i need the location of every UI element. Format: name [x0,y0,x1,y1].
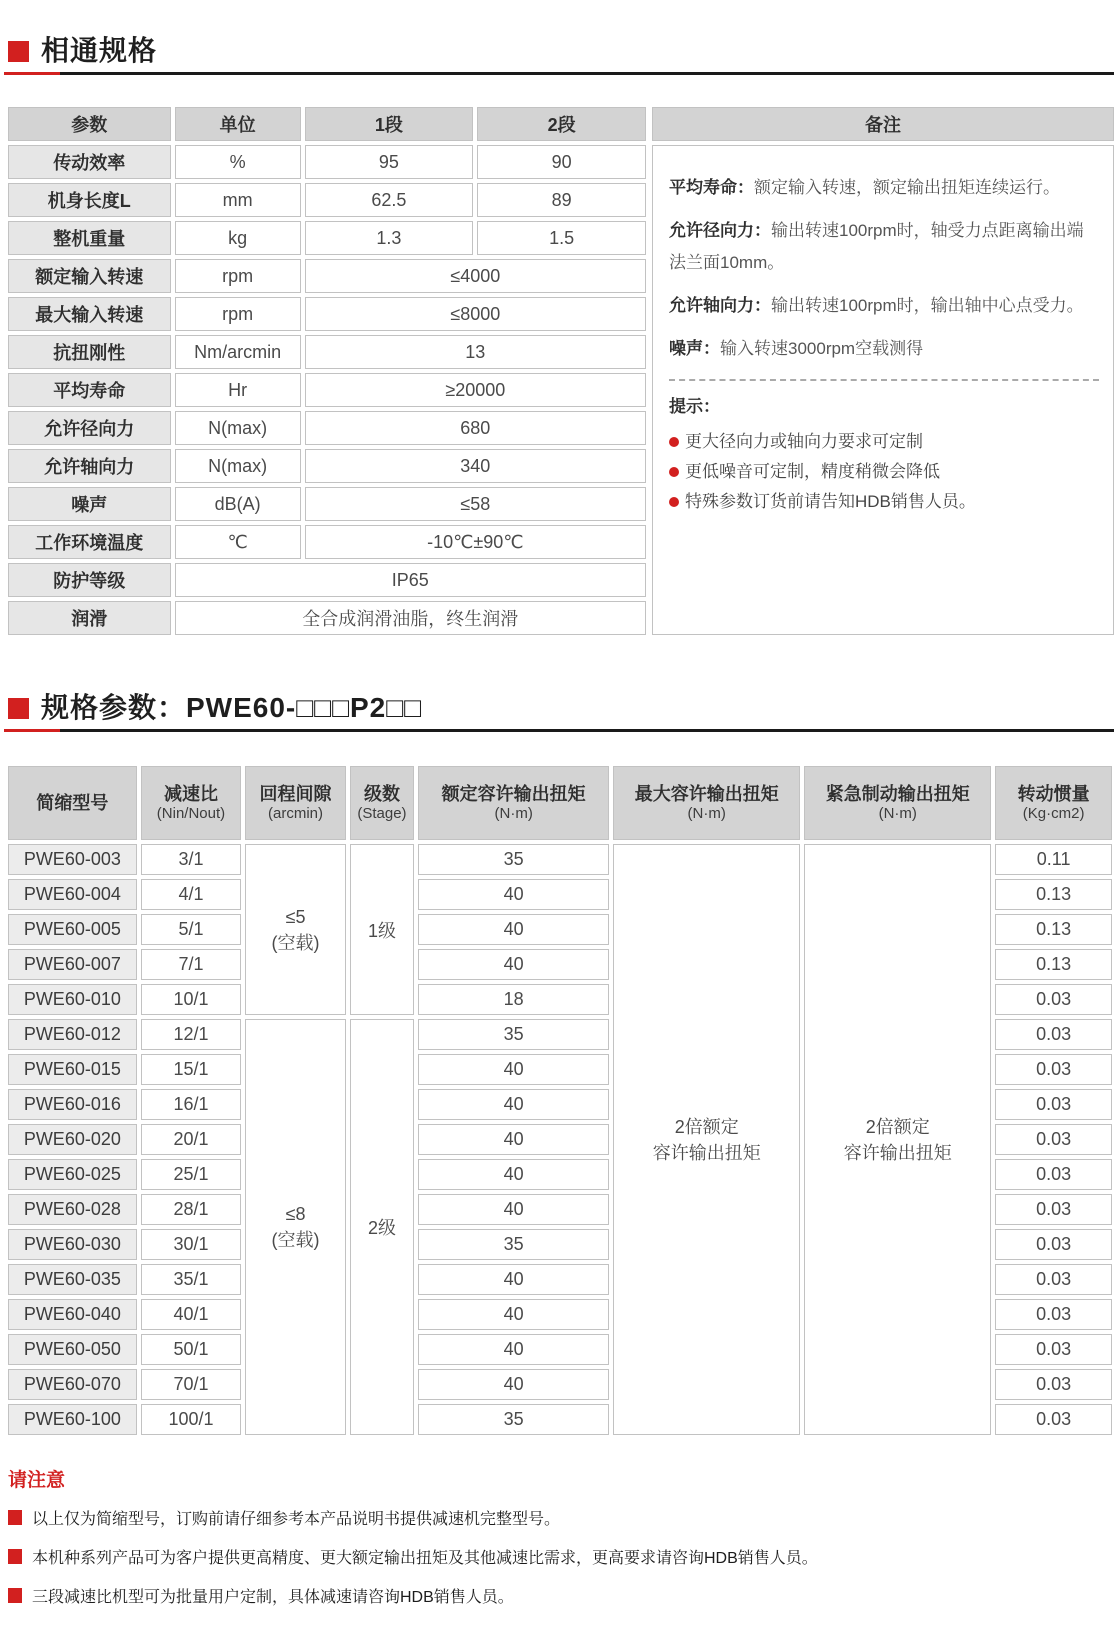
red-square-bullet-icon [8,1549,22,1564]
section1-title-row [8,36,1114,66]
column-header [804,766,991,840]
rotational-inertia: 0.03 [995,1299,1112,1330]
rotational-inertia: 0.03 [995,1054,1112,1085]
column-header-line: (Stage) [357,805,407,822]
remark-text: 输出转速100rpm时，轴受力点距离输出端法兰面10mm。 [669,221,1084,272]
table-row [8,335,646,369]
param-unit: kg [175,221,301,255]
model-code: PWE60-005 [8,914,137,945]
param-value-stage1: 1.3 [305,221,474,255]
common-spec-header-row [8,107,646,141]
rotational-inertia: 0.03 [995,1194,1112,1225]
model-code: PWE60-016 [8,1089,137,1120]
column-header-line: (N·m) [878,805,917,822]
notice-item [8,1584,1114,1607]
header-unit: 单位 [175,107,301,141]
notice-item [8,1545,1114,1568]
rated-output-torque: 40 [418,1264,609,1295]
dashed-divider [669,379,1099,381]
param-unit: rpm [175,259,301,293]
table-row [8,183,646,217]
reduction-ratio: 4/1 [141,879,242,910]
rotational-inertia: 0.03 [995,1229,1112,1260]
column-header-line: 级数 [363,784,400,804]
reduction-ratio: 16/1 [141,1089,242,1120]
param-unit: Hr [175,373,301,407]
column-header [245,766,346,840]
param-value-stage1: 95 [305,145,474,179]
max-output-torque-note [613,844,800,1435]
header-param: 参数 [8,107,171,141]
remark-label: 允许轴向力： [669,296,771,315]
param-unit: Nm/arcmin [175,335,301,369]
column-header-line: (arcmin) [268,805,324,822]
red-rule-segment [4,729,60,732]
reduction-ratio: 40/1 [141,1299,242,1330]
column-header-line: 紧急制动输出扭矩 [825,784,970,804]
common-spec-area [4,103,1114,639]
param-label: 噪声 [8,487,171,521]
param-value: ≤58 [305,487,646,521]
param-value: ≥20000 [305,373,646,407]
max-output-torque-note-line: 2倍额定 [674,1116,739,1137]
red-square-icon [8,698,29,719]
param-unit: rpm [175,297,301,331]
red-square-bullet-icon [8,1588,22,1603]
rated-output-torque: 40 [418,1124,609,1155]
max-output-torque-note-line: 容许输出扭矩 [652,1142,761,1163]
header-stage2: 2段 [477,107,646,141]
param-unit: N(max) [175,411,301,445]
remark-paragraph [669,215,1099,279]
red-square-icon [8,41,29,62]
param-unit: dB(A) [175,487,301,521]
rated-output-torque: 40 [418,1369,609,1400]
reduction-ratio: 100/1 [141,1404,242,1435]
notice-text: 以上仅为简缩型号，订购前请仔细参考本产品说明书提供减速机完整型号。 [32,1511,561,1528]
common-spec-table [4,103,650,639]
param-unit: % [175,145,301,179]
table-row [8,563,646,597]
column-header-line: (Kg·cm2) [1022,805,1085,822]
table-row [8,373,646,407]
backlash-value-line: ≤5 [285,906,306,927]
column-header-line: 最大容许输出扭矩 [634,784,779,804]
rated-output-torque: 40 [418,1299,609,1330]
rated-output-torque: 40 [418,1159,609,1190]
section2-title-row [8,693,1114,723]
section1-title: 相通规格 [41,35,158,66]
param-label: 机身长度L [8,183,171,217]
column-header [8,766,137,840]
param-unit: ℃ [175,525,301,559]
column-header [350,766,414,840]
param-label: 工作环境温度 [8,525,171,559]
model-code: PWE60-040 [8,1299,137,1330]
reduction-ratio: 5/1 [141,914,242,945]
param-value: ≤4000 [305,259,646,293]
tip-item [669,457,1099,487]
param-unit: N(max) [175,449,301,483]
reduction-ratio: 25/1 [141,1159,242,1190]
rated-output-torque: 35 [418,844,609,875]
rated-output-torque: 40 [418,914,609,945]
model-spec-header-row [8,766,1112,840]
reduction-ratio: 20/1 [141,1124,242,1155]
reduction-ratio: 30/1 [141,1229,242,1260]
red-dot-icon [669,467,679,477]
rated-output-torque: 40 [418,1054,609,1085]
backlash-value-line: ≤8 [285,1204,306,1224]
brake-output-torque-note-line: 容许输出扭矩 [843,1142,952,1163]
param-label: 平均寿命 [8,373,171,407]
model-code: PWE60-030 [8,1229,137,1260]
section2 [4,693,1114,1439]
param-value: ≤8000 [305,297,646,331]
rated-output-torque: 35 [418,1404,609,1435]
column-header-line: 减速比 [163,784,218,804]
reduction-ratio: 35/1 [141,1264,242,1295]
rated-output-torque: 40 [418,1194,609,1225]
param-value: IP65 [175,563,646,597]
notice-text: 三段减速比机型可为批量用户定制，具体减速请咨询HDB销售人员。 [32,1589,514,1606]
remark-text: 输入转速3000rpm空载测得 [720,339,924,358]
model-code: PWE60-004 [8,879,137,910]
remark-paragraph [669,333,1099,365]
model-code: PWE60-028 [8,1194,137,1225]
reduction-ratio: 12/1 [141,1019,242,1050]
param-value: 340 [305,449,646,483]
table-row [8,221,646,255]
param-label: 允许轴向力 [8,449,171,483]
tip-text: 更大径向力或轴向力要求可定制 [685,432,923,451]
model-spec-table [4,762,1116,1439]
model-code: PWE60-007 [8,949,137,980]
param-value: 全合成润滑油脂，终生润滑 [175,601,646,635]
model-code: PWE60-100 [8,1404,137,1435]
stage-value: 2级 [350,1019,414,1435]
remark-paragraph [669,172,1099,204]
param-value: -10℃±90℃ [305,525,646,559]
model-code: PWE60-020 [8,1124,137,1155]
rated-output-torque: 18 [418,984,609,1015]
notice-item [8,1506,1114,1529]
model-code: PWE60-012 [8,1019,137,1050]
tip-item [669,487,1099,517]
reduction-ratio: 50/1 [141,1334,242,1365]
param-value-stage2: 89 [477,183,646,217]
red-square-bullet-icon [8,1510,22,1525]
column-header [613,766,800,840]
param-label: 润滑 [8,601,171,635]
reduction-ratio: 3/1 [141,844,242,875]
table-row [8,259,646,293]
column-header-line: (N·m) [687,805,726,822]
param-label: 传动效率 [8,145,171,179]
table-row [8,487,646,521]
table-row [8,411,646,445]
rotational-inertia: 0.03 [995,1264,1112,1295]
rotational-inertia: 0.13 [995,914,1112,945]
rotational-inertia: 0.03 [995,1404,1112,1435]
model-code: PWE60-025 [8,1159,137,1190]
rotational-inertia: 0.03 [995,1089,1112,1120]
column-header-line: (N·m) [494,805,533,822]
param-unit: mm [175,183,301,217]
table-row [8,449,646,483]
table-row [8,525,646,559]
red-dot-icon [669,437,679,447]
table-row [8,601,646,635]
rotational-inertia: 0.11 [995,844,1112,875]
brake-output-torque-note-line: 2倍额定 [865,1116,930,1137]
param-label: 防护等级 [8,563,171,597]
param-value-stage2: 1.5 [477,221,646,255]
model-code: PWE60-010 [8,984,137,1015]
section2-title-underline [4,729,1114,732]
red-rule-segment [4,72,60,75]
rotational-inertia: 0.03 [995,1159,1112,1190]
table-row [8,297,646,331]
backlash-value [245,1019,346,1435]
column-header-line: 额定容许输出扭矩 [441,784,586,804]
model-code: PWE60-050 [8,1334,137,1365]
param-label: 额定输入转速 [8,259,171,293]
notice-section [8,1465,1114,1607]
reduction-ratio: 70/1 [141,1369,242,1400]
rotational-inertia: 0.03 [995,1019,1112,1050]
header-stage1: 1段 [305,107,474,141]
rotational-inertia: 0.03 [995,1124,1112,1155]
reduction-ratio: 7/1 [141,949,242,980]
model-code: PWE60-035 [8,1264,137,1295]
param-label: 抗扭刚性 [8,335,171,369]
column-header [141,766,242,840]
remark-column [652,107,1114,635]
param-value-stage2: 90 [477,145,646,179]
rated-output-torque: 40 [418,949,609,980]
model-code: PWE60-070 [8,1369,137,1400]
param-value: 13 [305,335,646,369]
backlash-value-line: (空载) [271,1230,320,1250]
remark-text: 输出转速100rpm时，输出轴中心点受力。 [771,296,1084,315]
param-label: 允许径向力 [8,411,171,445]
remark-label: 允许径向力： [669,221,771,240]
param-label: 整机重量 [8,221,171,255]
reduction-ratio: 28/1 [141,1194,242,1225]
rotational-inertia: 0.13 [995,949,1112,980]
param-value-stage1: 62.5 [305,183,474,217]
rotational-inertia: 0.13 [995,879,1112,910]
notice-title: 请注意 [8,1470,66,1491]
column-header [418,766,609,840]
rated-output-torque: 35 [418,1229,609,1260]
rotational-inertia: 0.03 [995,1369,1112,1400]
rotational-inertia: 0.03 [995,984,1112,1015]
remark-text: 额定输入转速，额定输出扭矩连续运行。 [754,178,1060,197]
red-dot-icon [669,497,679,507]
param-label: 最大输入转速 [8,297,171,331]
tip-text: 更低噪音可定制，精度稍微会降低 [685,462,940,481]
model-code: PWE60-003 [8,844,137,875]
rated-output-torque: 40 [418,879,609,910]
column-header-line: 转动惯量 [1017,784,1090,804]
rated-output-torque: 40 [418,1089,609,1120]
column-header-line: 简缩型号 [36,793,109,813]
rated-output-torque: 35 [418,1019,609,1050]
param-value: 680 [305,411,646,445]
reduction-ratio: 10/1 [141,984,242,1015]
table-row [8,844,1112,875]
rated-output-torque: 40 [418,1334,609,1365]
tip-item [669,427,1099,457]
tip-text: 特殊参数订货前请告知HDB销售人员。 [685,492,976,511]
remark-paragraph [669,290,1099,322]
section2-title: 规格参数：PWE60-□□□P2□□ [41,692,423,723]
brake-output-torque-note [804,844,991,1435]
section1-title-underline [4,72,1114,75]
remark-header: 备注 [652,107,1114,141]
reduction-ratio: 15/1 [141,1054,242,1085]
remark-label: 噪声： [669,339,720,358]
notice-text: 本机种系列产品可为客户提供更高精度、更大额定输出扭矩及其他减速比需求，更高要求请咨询HDB销售人员。 [32,1550,818,1567]
tips-title: 提示： [669,397,720,416]
table-row [8,145,646,179]
rotational-inertia: 0.03 [995,1334,1112,1365]
backlash-value-line: (空载) [271,932,320,953]
stage-value: 1级 [350,844,414,1015]
column-header-line: 回程间隙 [259,784,332,804]
remark-label: 平均寿命： [669,178,754,197]
column-header [995,766,1112,840]
column-header-line: (Nin/Nout) [156,805,226,822]
remark-body [652,145,1114,635]
model-code: PWE60-015 [8,1054,137,1085]
backlash-value [245,844,346,1015]
